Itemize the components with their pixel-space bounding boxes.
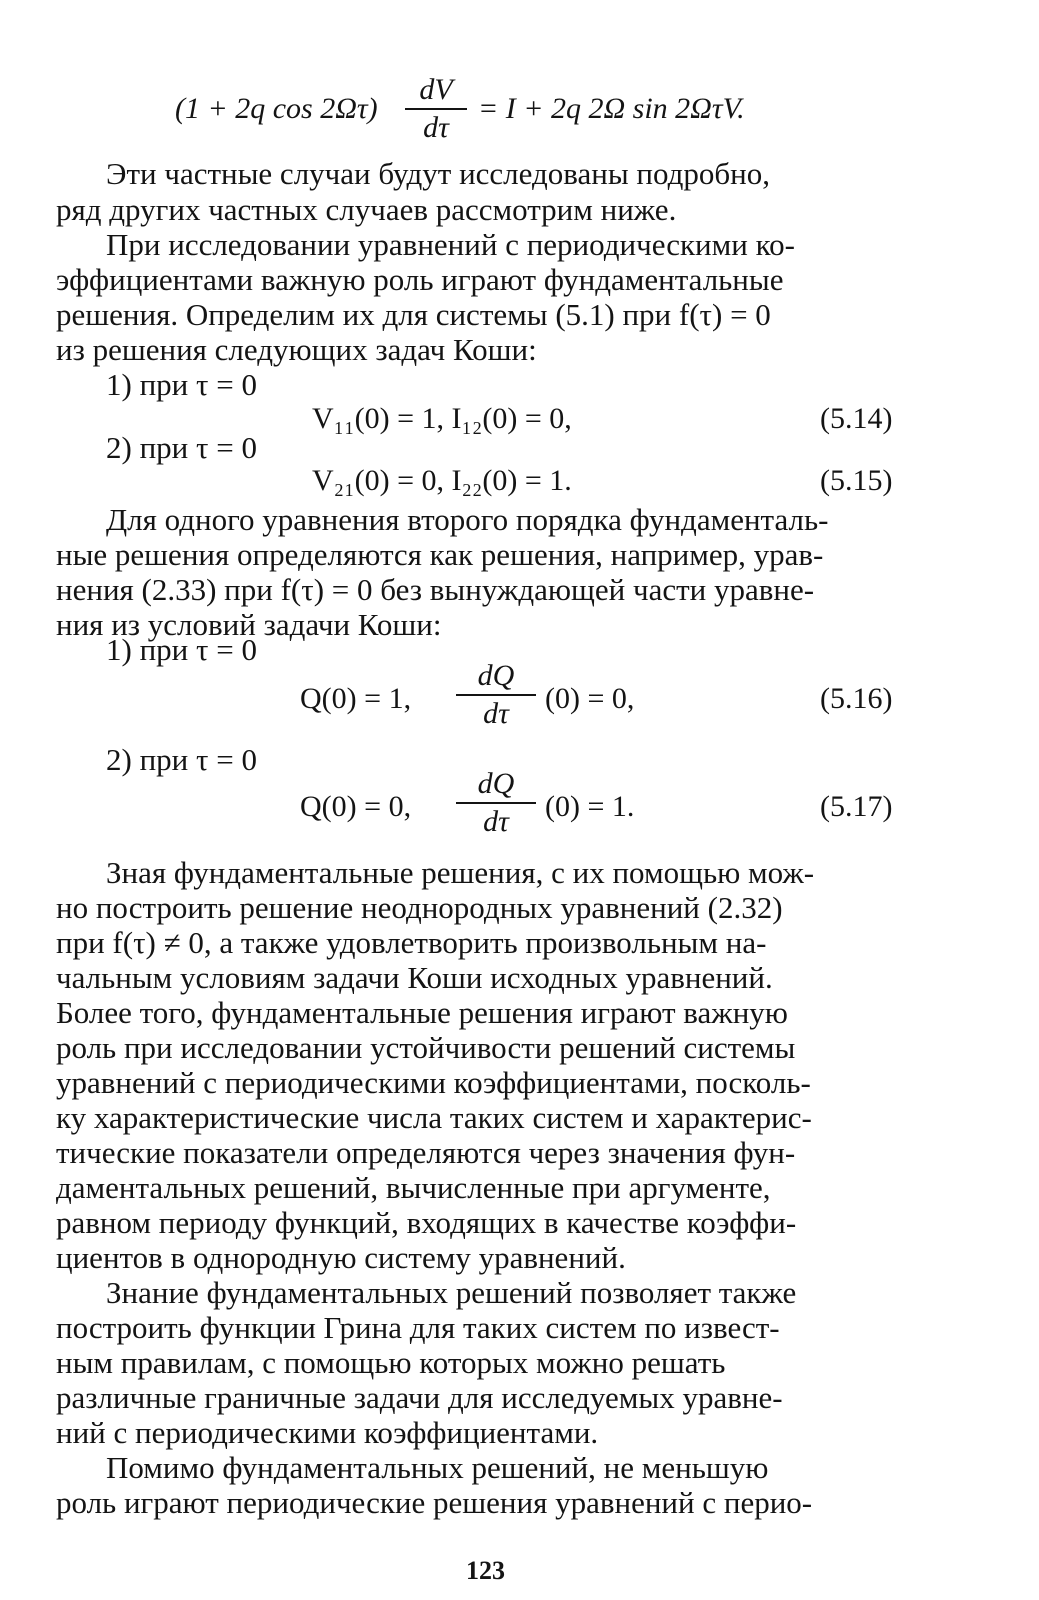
eq-5-17-numerator: dQ [477,767,515,800]
case2-label: 2) при τ = 0 [106,430,257,465]
eq-5-16-numerator: dQ [477,659,515,692]
para4-line-2: но построить решение неоднородных уравнений (2.32) [56,890,783,925]
case1-label: 1) при τ = 0 [106,367,257,402]
eq-5-14-body: V₁₁(0) = 1, I₁₂(0) = 0, [312,402,572,435]
eq-5-16-left: Q(0) = 1, [300,682,412,715]
eq-5-16-fraction [456,660,536,730]
formula-top-right: = I + 2q 2Ω sin 2ΩτV. [478,92,745,125]
formula-top-numerator: dV [419,73,453,106]
para4-line-10: даментальных решений, вычисленные при аргументе, [56,1170,771,1205]
para5-line-4: различные граничные задачи для исследуемых уравне- [56,1380,783,1415]
eq-5-16-right: (0) = 0, [545,682,635,715]
page-number: 123 [466,1556,505,1585]
para4-line-6: роль при исследовании устойчивости решений системы [56,1030,796,1065]
fraction-bar [456,694,536,696]
para5-line-2: построить функции Грина для таких систем по извест- [56,1310,780,1345]
eq-5-17-denominator: dτ [483,805,509,838]
para4-line-11: равном периоду функций, входящих в качестве коэффи- [56,1205,797,1240]
formula-top-fraction [405,74,467,144]
para5-line-5: ний с периодическими коэффициентами. [56,1415,599,1450]
para2-line-4: из решения следующих задач Коши: [56,332,537,367]
para4-line-3: при f(τ) ≠ 0, а также удовлетворить произвольным на- [56,925,767,960]
eq-5-14-number: (5.14) [820,402,893,435]
para2-line-1: При исследовании уравнений с периодическими ко- [106,227,795,262]
case3-label: 1) при τ = 0 [106,632,257,667]
eq-5-17-number: (5.17) [820,790,893,823]
para2-line-2: эффициентами важную роль играют фундаментальные [56,262,784,297]
eq-5-15-number: (5.15) [820,464,893,497]
para4-line-4: чальным условиям задачи Коши исходных уравнений. [56,960,773,995]
formula-top-denominator: dτ [423,111,449,144]
case4-label: 2) при τ = 0 [106,742,257,777]
fraction-bar [405,108,467,110]
para5-line-1: Знание фундаментальных решений позволяет также [106,1275,797,1310]
para4-line-12: циентов в однородную систему уравнений. [56,1240,626,1275]
fraction-bar [456,802,536,804]
eq-5-16-denominator: dτ [483,697,509,730]
para6-line-1: Помимо фундаментальных решений, не меньшую [106,1450,769,1485]
para4-line-8: ку характеристические числа таких систем и характерис- [56,1100,812,1135]
eq-5-16-number: (5.16) [820,682,893,715]
para3-line-3: нения (2.33) при f(τ) = 0 без вынуждающей части уравне- [56,572,815,607]
para4-line-5: Более того, фундаментальные решения играют важную [56,995,788,1030]
para1-line-2: ряд других частных случаев рассмотрим ниже. [56,192,677,227]
para4-line-7: уравнений с периодическими коэффициентами, посколь- [56,1065,811,1100]
para5-line-3: ным правилам, с помощью которых можно решать [56,1345,726,1380]
eq-5-17-left: Q(0) = 0, [300,790,412,823]
eq-5-15-body: V₂₁(0) = 0, I₂₂(0) = 1. [312,464,572,497]
eq-5-17-right: (0) = 1. [545,790,635,823]
formula-top-left: (1 + 2q cos 2Ωτ) [175,92,378,125]
para1-line-1 [106,156,906,192]
para3-line-4: ния из условий задачи Коши: [56,607,442,642]
text-line: Эти частные случаи будут исследованы подробно, [106,156,771,191]
para3-line-2: ные решения определяются как решения, например, урав- [56,537,824,572]
eq-5-17-fraction [456,768,536,838]
para4-line-9: тические показатели определяются через значения фун- [56,1135,796,1170]
para6-line-2: роль играют периодические решения уравнений с перио- [56,1485,813,1520]
para4-line-1: Зная фундаментальные решения, с их помощью мож- [106,855,815,890]
para2-line-3: решения. Определим их для системы (5.1) при f(τ) = 0 [56,297,771,332]
para3-line-1: Для одного уравнения второго порядка фундаменталь- [106,502,829,537]
